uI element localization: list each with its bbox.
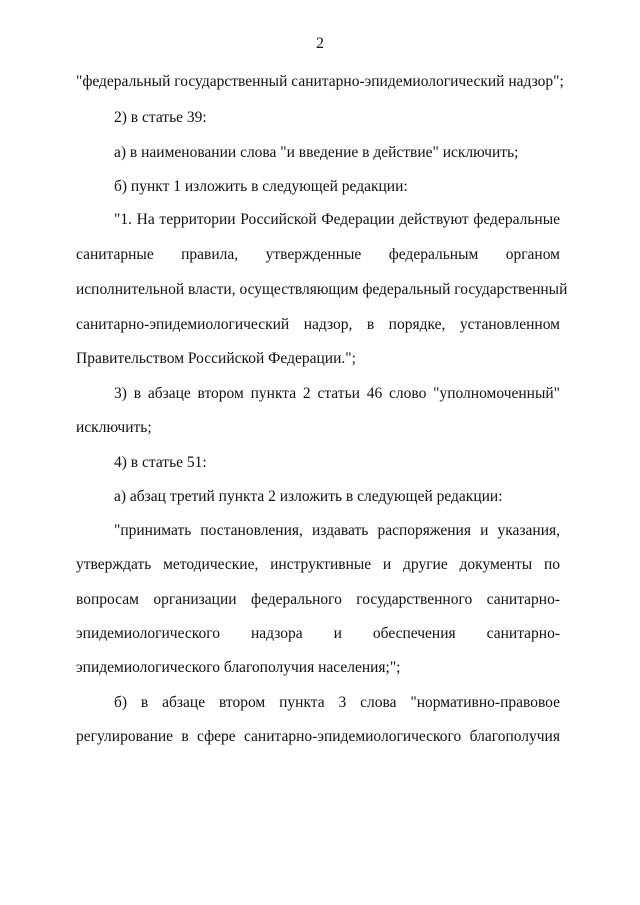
text-line: утверждать методические, инструктивные и другие документы по [76, 556, 560, 573]
text-line: эпидемиологического благополучия населения;"; [76, 659, 401, 676]
text-line: регулирование в сфере санитарно-эпидемиологического благополучия [76, 728, 560, 745]
text-line: санитарные правила, утвержденные федеральным органом [76, 246, 560, 263]
text-line: 2) в статье 39: [114, 109, 207, 126]
text-line: Правительством Российской Федерации."; [76, 350, 356, 367]
text-line: а) абзац третий пункта 2 изложить в следующей редакции: [114, 488, 503, 505]
text-line: "федеральный государственный санитарно-эпидемиологический надзор"; [76, 73, 564, 90]
text-line: "принимать постановления, издавать распоряжения и указания, [114, 522, 560, 539]
page-number: 2 [316, 35, 324, 52]
text-line: 3) в абзаце втором пункта 2 статьи 46 слово "уполномоченный" [114, 385, 560, 402]
text-line: исключить; [76, 419, 152, 436]
text-line: "1. На территории Российской Федерации действуют федеральные [114, 211, 560, 228]
text-line: 4) в статье 51: [114, 454, 207, 471]
text-line: б) пункт 1 изложить в следующей редакции: [114, 178, 408, 195]
text-line: эпидемиологического надзора и обеспечения санитарно- [76, 625, 560, 642]
text-line: санитарно-эпидемиологический надзор, в порядке, установленном [76, 316, 560, 333]
text-line: вопросам организации федерального государственного санитарно- [76, 591, 560, 608]
text-line: б) в абзаце втором пункта 3 слова "нормативно-правовое [114, 694, 560, 711]
text-line: исполнительной власти, осуществляющим федеральный государственный [76, 281, 568, 298]
text-line: а) в наименовании слова "и введение в действие" исключить; [114, 144, 519, 161]
